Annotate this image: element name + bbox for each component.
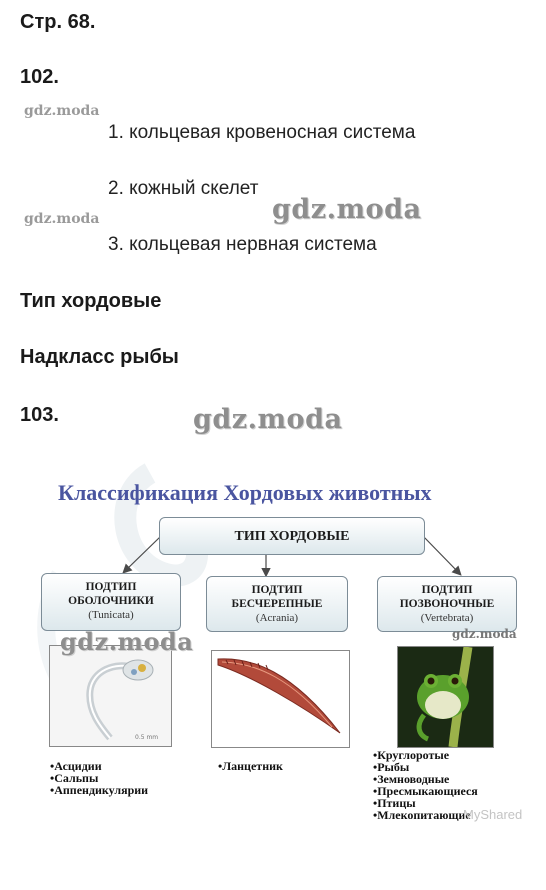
list-item: • Птицы [373,797,478,809]
answer-item-1: 1. кольцевая кровеносная система [108,122,416,143]
list-item: • Пресмыкающиеся [373,785,478,797]
list-item: • Асцидии [50,760,148,772]
page-label: Стр. 68. [20,11,96,33]
lancelet-image [211,650,350,748]
acrania-examples-list [218,760,283,772]
list-item: • Круглоротые [373,749,478,761]
subtype-vertebrata-latin: (Vertebrata) [420,612,474,624]
subtype-tunicata-box [41,573,181,631]
answer-item-2: 2. кожный скелет [108,178,259,199]
svg-text:0.5 mm: 0.5 mm [135,734,159,741]
list-item: • Ланцетник [218,760,283,772]
subtype-tunicata-latin: (Tunicata) [88,609,134,621]
type-chordates-label: ТИП ХОРДОВЫЕ [234,529,350,544]
subtype-acrania-box [206,576,348,632]
subtype-acrania-line2: БЕСЧЕРЕПНЫЕ [231,598,323,610]
list-item: • Сальпы [50,772,148,784]
answer-item-3: 3. кольцевая нервная система [108,234,377,255]
watermark-big-3: gdz.moda [60,627,194,656]
subtype-vertebrata-box [377,576,517,632]
subtype-tunicata-line1: ПОДТИП [85,581,137,593]
frog-illustration [398,647,493,747]
list-item: • Аппендикулярии [50,784,148,796]
tunicate-image [49,645,172,747]
subtype-tunicata-line2: ОБОЛОЧНИКИ [68,595,154,607]
list-item: • Рыбы [373,761,478,773]
subtype-acrania-line1: ПОДТИП [251,584,303,596]
watermark-small-2: gdz.moda [24,211,100,227]
watermark-big-1: gdz.moda [272,194,422,225]
task-102-number: 102. [20,66,59,88]
subtype-acrania-latin: (Acrania) [255,612,299,624]
watermark-big-2: gdz.moda [193,404,343,435]
task-103-number: 103. [20,404,59,426]
tunicate-illustration [50,646,171,746]
subtype-vertebrata-line2: ПОЗВОНОЧНЫЕ [399,598,495,610]
type-heading: Тип хордовые [20,290,162,312]
slide-title: Классификация Хордовых животных [58,480,432,505]
tunicata-examples-list [50,760,148,796]
list-item: • Земноводные [373,773,478,785]
frog-image [397,646,494,748]
class-heading: Надкласс рыбы [20,346,179,368]
watermark-small-3: gdz.moda [452,627,517,641]
watermark-small-1: gdz.moda [24,103,100,119]
lancelet-illustration [212,651,349,747]
type-chordates-box [159,517,425,555]
myshared-watermark: MyShared [463,807,523,822]
subtype-vertebrata-line1: ПОДТИП [421,584,473,596]
classification-slide [0,455,546,875]
list-item: • Млекопитающие [373,809,478,821]
